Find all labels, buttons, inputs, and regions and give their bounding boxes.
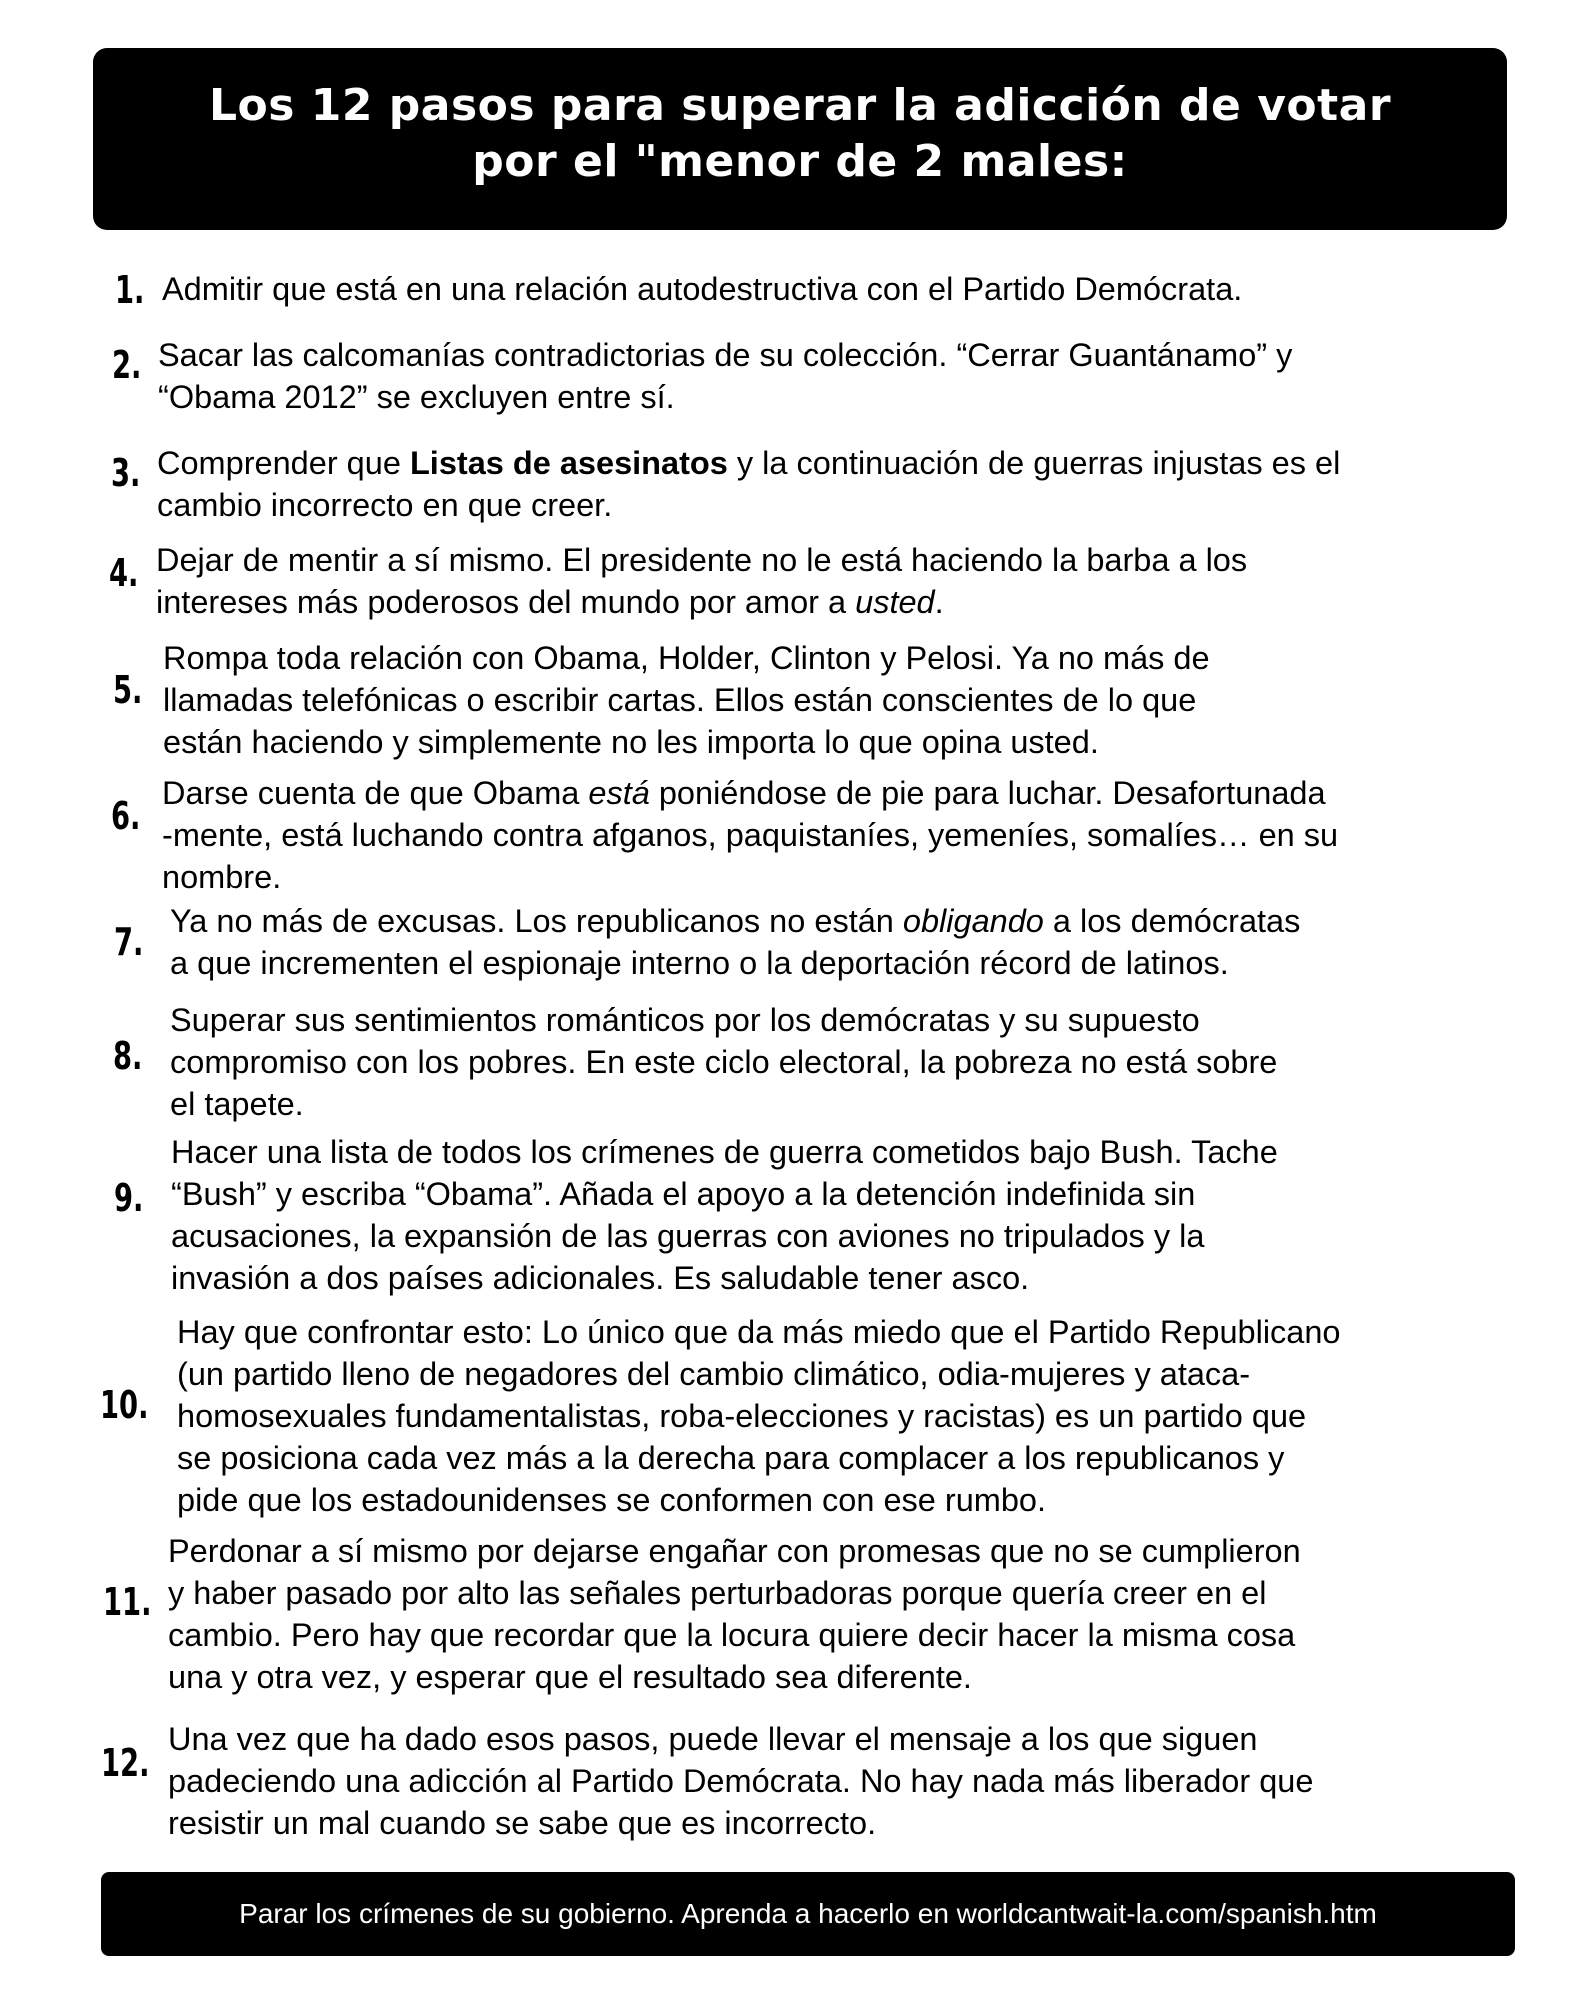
step-text-line — [158, 376, 1292, 418]
step-number: 12. — [101, 1741, 150, 1785]
step-number: 5. — [113, 668, 143, 712]
step-text-line — [170, 1083, 1277, 1125]
step-text-segment: poniéndose de pie para luchar. Desafortunada — [649, 775, 1326, 811]
step-text-line — [168, 1614, 1301, 1656]
step-number: 10. — [100, 1383, 149, 1427]
step-text-segment: Listas de asesinatos — [409, 445, 728, 481]
step-number: 6. — [111, 794, 141, 838]
step-number: 7. — [114, 920, 144, 964]
step-text-segment: pide que los estadounidenses se conformen con ese rumbo. — [177, 1482, 1047, 1518]
step-text — [162, 772, 1338, 898]
step-text-line — [163, 637, 1210, 679]
step-text-line — [156, 539, 1247, 581]
step-text-line — [177, 1437, 1341, 1479]
step-text-segment: Ya no más de excusas. Los republicanos no están — [170, 903, 903, 939]
step-text — [170, 999, 1277, 1125]
step-text-line — [170, 942, 1300, 984]
step-text-line — [177, 1311, 1341, 1353]
step-text-segment: (un partido lleno de negadores del cambio climático, odia-mujeres y ataca- — [177, 1356, 1251, 1392]
step-text-segment: Hacer una lista de todos los crímenes de guerra cometidos bajo Bush. Tache — [171, 1134, 1278, 1170]
title-line-1: Los 12 pasos para superar la adicción de votar — [208, 80, 1392, 131]
step-text-segment: invasión a dos países adicionales. Es saludable tener asco. — [171, 1260, 1030, 1296]
step-text-segment: obligando — [902, 903, 1044, 939]
step-text-line — [171, 1173, 1278, 1215]
step-text-line — [163, 721, 1210, 763]
step-text-line — [162, 814, 1338, 856]
step-text-segment: están haciendo y simplemente no les importa lo que opina usted. — [163, 724, 1099, 760]
step-text-line — [168, 1760, 1313, 1802]
step-text-line — [171, 1131, 1278, 1173]
step-text-line — [177, 1395, 1341, 1437]
step-text-segment: Sacar las calcomanías contradictorias de su colección. “Cerrar Guantánamo” y — [158, 337, 1293, 373]
step-text — [163, 637, 1210, 763]
step-text-line — [162, 856, 1338, 898]
step-text-segment: Rompa toda relación con Obama, Holder, Clinton y Pelosi. Ya no más de — [163, 640, 1210, 676]
step-text-segment: “Obama 2012” se excluyen entre sí. — [158, 379, 675, 415]
step-text — [168, 1718, 1313, 1844]
step-text — [177, 1311, 1341, 1521]
step-text — [156, 539, 1247, 623]
step-text-segment: padeciendo una adicción al Partido Demócrata. No hay nada más liberador que — [168, 1763, 1314, 1799]
step-text-segment: nombre. — [162, 859, 282, 895]
step-number: 2. — [112, 343, 142, 387]
step-text-segment: una y otra vez, y esperar que el resultado sea diferente. — [168, 1659, 972, 1695]
step-text-segment: resistir un mal cuando se sabe que es incorrecto. — [168, 1805, 877, 1841]
step-number: 3. — [111, 451, 141, 495]
step-text-segment: Admitir que está en una relación autodestructiva con el Partido Demócrata. — [162, 271, 1243, 307]
step-text-segment: se posiciona cada vez más a la derecha para complacer a los republicanos y — [177, 1440, 1285, 1476]
step-number: 1. — [115, 268, 145, 312]
step-text-line — [168, 1656, 1301, 1698]
step-text-segment: Una vez que ha dado esos pasos, puede llevar el mensaje a los que siguen — [168, 1721, 1258, 1757]
step-text-line — [168, 1802, 1313, 1844]
step-text-line — [171, 1257, 1278, 1299]
step-text — [170, 900, 1300, 984]
step-number: 11. — [103, 1580, 152, 1624]
step-text-segment: Hay que confrontar esto: Lo único que da más miedo que el Partido Republicano — [177, 1314, 1341, 1350]
step-text-segment: está — [588, 775, 650, 811]
step-text-segment: homosexuales fundamentalistas, roba-elecciones y racistas) es un partido que — [177, 1398, 1307, 1434]
step-text-line — [162, 268, 1242, 310]
step-text-line — [170, 1041, 1277, 1083]
step-text-line — [163, 679, 1210, 721]
step-text-line — [171, 1215, 1278, 1257]
step-text — [158, 334, 1292, 418]
step-text-line — [177, 1353, 1341, 1395]
step-text-segment: y haber pasado por alto las señales perturbadoras porque quería creer en el — [168, 1575, 1267, 1611]
step-text-segment: Darse cuenta de que Obama — [162, 775, 589, 811]
step-text — [157, 442, 1340, 526]
step-text-line — [177, 1479, 1341, 1521]
step-text-segment: llamadas telefónicas o escribir cartas. Ellos están conscientes de lo que — [163, 682, 1197, 718]
step-text-segment: Superar sus sentimientos románticos por los demócratas y su supuesto — [170, 1002, 1200, 1038]
step-text-segment: Comprender que — [157, 445, 410, 481]
step-text-segment: -mente, está luchando contra afganos, paquistaníes, yemeníes, somalíes… en su — [162, 817, 1339, 853]
step-text-segment: Perdonar a sí mismo por dejarse engañar con promesas que no se cumplieron — [168, 1533, 1301, 1569]
footer-banner — [101, 1872, 1515, 1956]
step-text-segment: usted — [855, 584, 935, 620]
step-text — [168, 1530, 1301, 1698]
step-text-segment: cambio incorrecto en que creer. — [157, 487, 613, 523]
step-number: 4. — [109, 551, 139, 595]
step-text-segment: Dejar de mentir a sí mismo. El presidente no le está haciendo la barba a los — [156, 542, 1248, 578]
step-text — [171, 1131, 1278, 1299]
step-text-segment: el tapete. — [170, 1086, 304, 1122]
step-text-line — [168, 1718, 1313, 1760]
step-text-line — [156, 581, 1247, 623]
step-number: 9. — [114, 1176, 144, 1220]
step-text-line — [157, 442, 1340, 484]
step-text-line — [162, 772, 1338, 814]
step-text — [162, 268, 1242, 310]
step-text-line — [170, 999, 1277, 1041]
title-banner — [93, 48, 1507, 230]
step-text-segment: “Bush” y escriba “Obama”. Añada el apoyo a la detención indefinida sin — [171, 1176, 1196, 1212]
step-text-segment: a los demócratas — [1043, 903, 1301, 939]
step-text-segment: cambio. Pero hay que recordar que la locura quiere decir hacer la misma cosa — [168, 1617, 1296, 1653]
step-text-segment: a que incrementen el espionaje interno o la deportación récord de latinos. — [170, 945, 1229, 981]
step-text-segment: . — [934, 584, 944, 620]
step-text-line — [158, 334, 1292, 376]
step-number: 8. — [113, 1034, 143, 1078]
step-text-segment: compromiso con los pobres. En este ciclo electoral, la pobreza no está sobre — [170, 1044, 1278, 1080]
step-text-line — [170, 900, 1300, 942]
step-text-line — [168, 1572, 1301, 1614]
step-text-line — [168, 1530, 1301, 1572]
footer-text: Parar los crímenes de su gobierno. Aprenda a hacerlo en worldcantwait-la.com/spanish.htm — [239, 1898, 1377, 1929]
step-text-segment: y la continuación de guerras injustas es el — [727, 445, 1341, 481]
title-line-2: por el "menor de 2 males: — [472, 136, 1128, 187]
step-text-segment: intereses más poderosos del mundo por amor a — [156, 584, 856, 620]
step-text-segment: acusaciones, la expansión de las guerras con aviones no tripulados y la — [171, 1218, 1205, 1254]
step-text-line — [157, 484, 1340, 526]
